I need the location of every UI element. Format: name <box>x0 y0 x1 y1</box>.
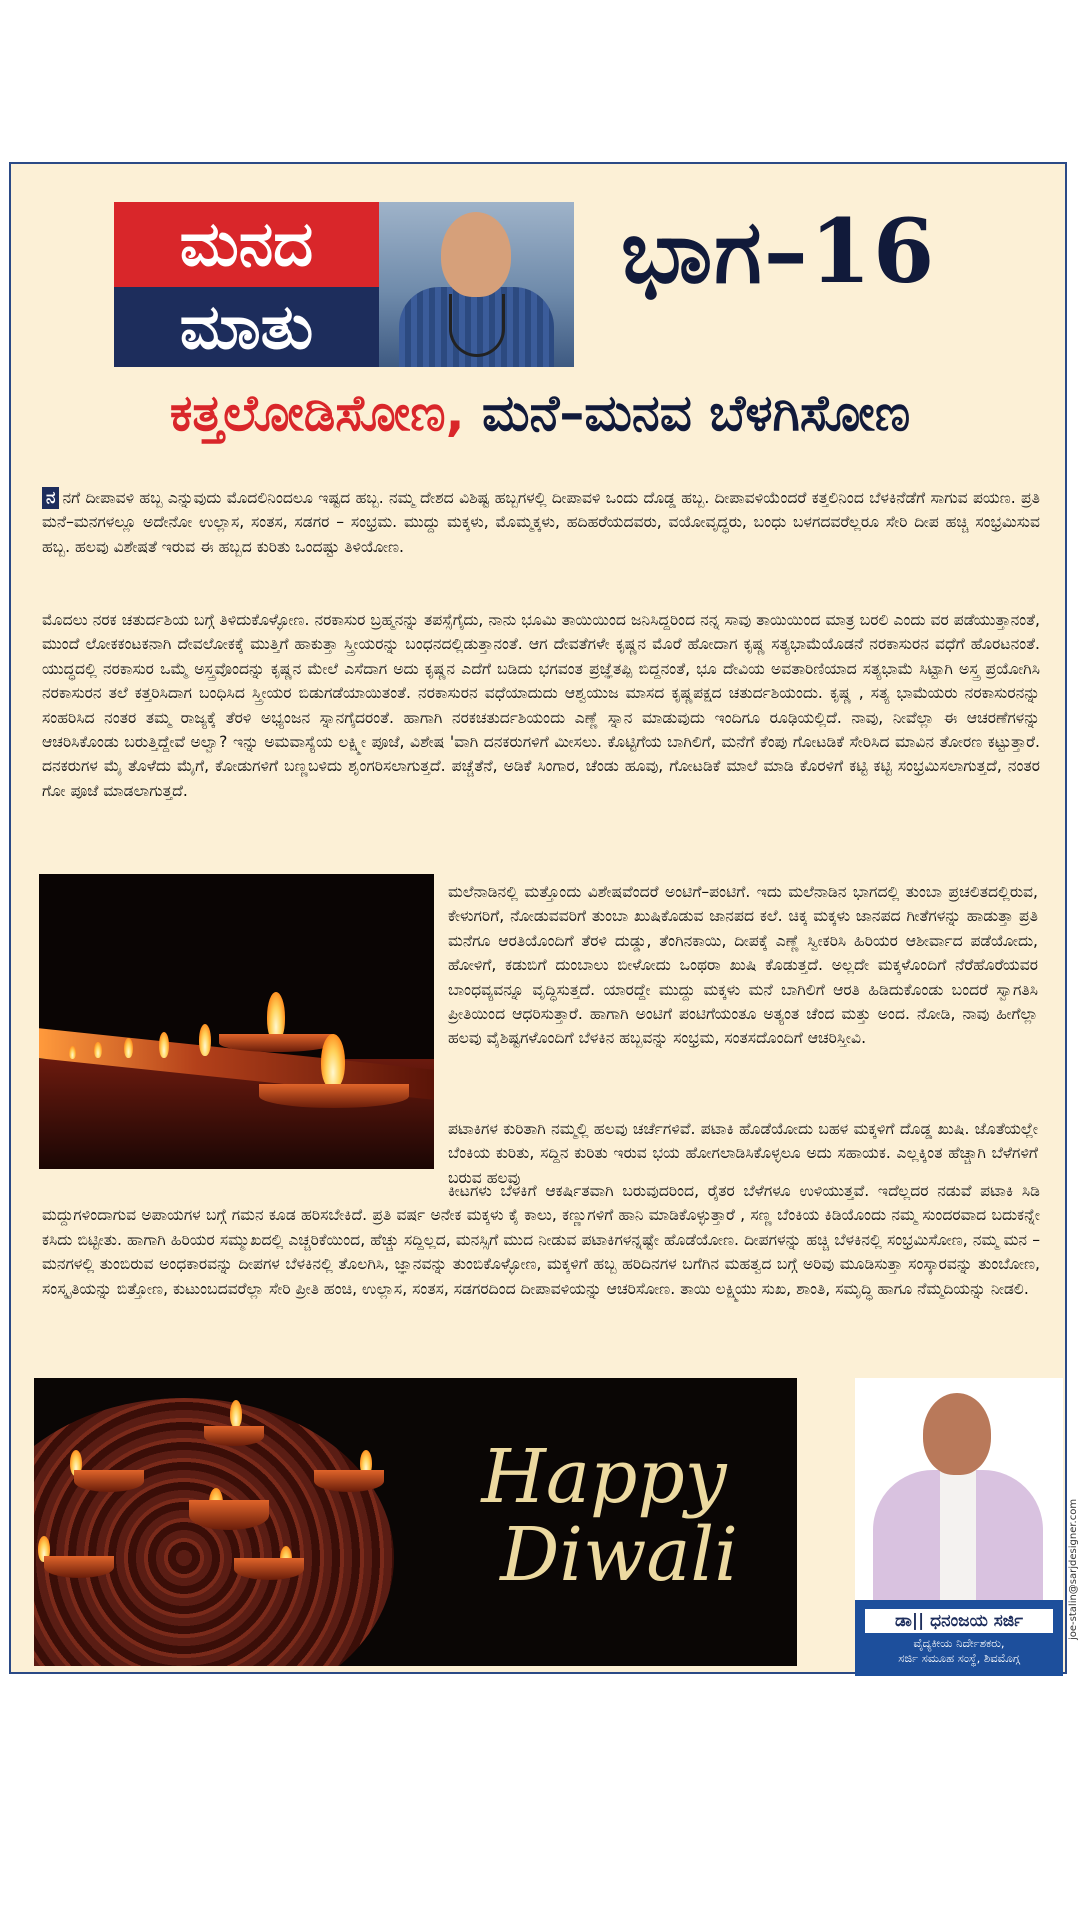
paragraph-3: ಮಲೆನಾಡಿನಲ್ಲಿ ಮತ್ತೊಂದು ವಿಶೇಷವೆಂದರೆ ಅಂಟಿಗೆ–ಪಂಟಿಗೆ. ಇದು ಮಲೆನಾಡಿನ ಭಾಗದಲ್ಲಿ ತುಂಬಾ ಪ್ರಚಲಿತದಲ್ಲಿರುವ, ಕೇಳುಗರಿಗೆ, ನೋಡುವವರಿಗೆ ತುಂಬಾ ಖುಷಿಕೊಡುವ ಜಾನಪದ ಕಲೆ. ಚಿಕ್ಕ ಮಕ್ಕಳು ಜಾನಪದ ಗೀತೆಗಳನ್ನು ಹಾಡುತ್ತಾ ಪ್ರತಿ ಮನೆಗೂ ಆರತಿಯೊಂದಿಗೆ ತೆರಳಿ ದುಡ್ಡು, ತೆಂಗಿನಕಾಯಿ, ದೀಪಕ್ಕೆ ಎಣ್ಣೆ ಸ್ವೀಕರಿಸಿ ಹಿರಿಯರ ಆಶೀರ್ವಾದ ಪಡೆಯೋದು, ಹೋಳಿಗೆ, ಕಡುಬಿಗೆ ದುಂಬಾಲು ಬೀಳೋದು ಒಂಥರಾ ಖುಷಿ ಕೊಡುತ್ತದೆ. ಅಲ್ಲದೇ ಮಕ್ಕಳೊಂದಿಗೆ ನೆರೆಹೊರೆಯವರ ಬಾಂಧವ್ಯವನ್ನೂ ವೃದ್ಧಿಸುತ್ತದೆ. ಯಾರದ್ದೇ ಮುದ್ದು ಮಕ್ಕಳು ಮನೆ ಬಾಗಿಲಿಗೆ ಆರತಿ ಹಿಡಿದುಕೊಂಡು ಬಂದರೆ ಸ್ವಾಗತಿಸಿ ಪ್ರೀತಿಯಿಂದ ಆಧರಿಸುತ್ತಾರೆ. ಹಾಗಾಗಿ ಅಂಟಿಗೆ ಪಂಟಿಗೆಯಂತೂ ಅತ್ಯಂತ ಚೆಂದ ಮತ್ತು ಅಂದ. ನೋಡಿ, ನಾವು ಹೀಗೆಲ್ಲಾ ಹಲವು ವೈಶಿಷ್ಟಗಳೊಂದಿಗೆ ಬೆಳಕಿನ ಹಬ್ಬವನ್ನು ಸಂಭ್ರಮ, ಸಂತಸದೊಂದಿಗೆ ಆಚರಿಸ್ತೀವಿ. <box>448 883 1038 1048</box>
doctor-photo <box>379 202 574 367</box>
headline-red: ಕತ್ತಲೋಡಿಸೋಣ, <box>169 384 465 442</box>
banner-line1: Happy <box>481 1434 727 1520</box>
masthead-blue-block <box>114 287 379 367</box>
diya-row-image <box>39 874 434 1169</box>
paragraph-1-text: ನಗೆ ದೀಪಾವಳಿ ಹಬ್ಬ ಎನ್ನುವುದು ಮೊದಲಿನಿಂದಲೂ ಇಷ್ಟದ ಹಬ್ಬ. ನಮ್ಮ ದೇಶದ ವಿಶಿಷ್ಟ ಹಬ್ಬಗಳಲ್ಲಿ ದೀಪಾವಳಿ ಒಂದು ದೊಡ್ಡ ಹಬ್ಬ. ದೀಪಾವಳಿಯೆಂದರೆ ಕತ್ತಲಿನಿಂದ ಬೆಳಕಿನೆಡೆಗೆ ಸಾಗುವ ಪಯಣ. ಪ್ರತಿ ಮನೆ–ಮನಗಳಲ್ಲೂ ಅದೇನೋ ಉಲ್ಲಾಸ, ಸಂತಸ, ಸಡಗರ – ಸಂಭ್ರಮ. ಮುದ್ದು ಮಕ್ಕಳು, ಮೊಮ್ಮಕ್ಕಳು, ಹದಿಹರೆಯದವರು, ವಯೋವೃದ್ಧರು, ಬಂಧು ಬಳಗದವರೆಲ್ಲರೂ ಸೇರಿ ದೀಪ ಹಚ್ಚಿ ಸಂಭ್ರಮಿಸುವ ಹಬ್ಬ. ಹಲವು ವಿಶೇಷತೆ ಇರುವ ಈ ಹಬ್ಬದ ಕುರಿತು ಒಂದಷ್ಟು ತಿಳಿಯೋಣ. <box>42 489 1040 556</box>
author-role1: ವೈದ್ಯಕೀಯ ನಿರ್ದೇಶಕರು, <box>913 1636 1005 1650</box>
masthead-line2: ಮಾತು <box>179 290 314 363</box>
paragraph-1 <box>42 486 1040 559</box>
masthead-red-block <box>114 202 379 287</box>
headline-dark: ಮನೆ–ಮನವ ಬೆಳಗಿಸೋಣ <box>482 384 911 442</box>
banner-line2: Diwali <box>500 1512 738 1598</box>
paragraph-5: ಕೀಟಗಳು ಬೆಳಕಿಗೆ ಆಕರ್ಷಿತವಾಗಿ ಬರುವುದರಿಂದ, ರೈತರ ಬೆಳೆಗಳೂ ಉಳಿಯುತ್ತವೆ. ಇದೆಲ್ಲದರ ನಡುವೆ ಪಟಾಕಿ ಸಿಡಿ ಮದ್ದುಗಳಿಂದಾಗುವ ಅಪಾಯಗಳ ಬಗ್ಗೆ ಗಮನ ಕೂಡ ಹರಿಸಬೇಕಿದೆ. ಪ್ರತಿ ವರ್ಷ ಅನೇಕ ಮಕ್ಕಳು ಕೈ ಕಾಲು, ಕಣ್ಣುಗಳಿಗೆ ಹಾನಿ ಮಾಡಿಕೊಳ್ಳುತ್ತಾರೆ , ಸಣ್ಣ ಬೆಂಕಿಯ ಕಿಡಿಯೊಂದು ನಮ್ಮ ಸುಂದರವಾದ ಬದುಕನ್ನೇ ಕಸಿದು ಬಿಟ್ಟೀತು. ಹಾಗಾಗಿ ಹಿರಿಯರ ಸಮ್ಮುಖದಲ್ಲಿ ಎಚ್ಚರಿಕೆಯಿಂದ, ಹೆಚ್ಚು ಸದ್ದಿಲ್ಲದ, ಮನಸ್ಸಿಗೆ ಮುದ ನೀಡುವ ಪಟಾಕಿಗಳನ್ನಷ್ಟೇ ಹೊಡೆಯೋಣ. ದೀಪಗಳನ್ನು ಹಚ್ಚಿ ಬೆಳಕಿನಲ್ಲಿ ಸಂಭ್ರಮಿಸೋಣ, ನಮ್ಮ ಮನ – ಮನಗಳಲ್ಲಿ ತುಂಬಿರುವ ಅಂಧಕಾರವನ್ನು ದೀಪಗಳ ಬೆಳಕಿನಲ್ಲಿ ತೊಲಗಿಸಿ, ಜ್ಞಾನವನ್ನು ತುಂಬಿಕೊಳ್ಳೋಣ, ಮಕ್ಕಳಿಗೆ ಹಬ್ಬ ಹರಿದಿನಗಳ ಬಗೆಗಿನ ಮಹತ್ವದ ಬಗ್ಗೆ ಅರಿವು ಮೂಡಿಸುತ್ತಾ ಸಂಸ್ಕಾರವನ್ನು ತುಂಬೋಣ, ಸಂಸ್ಕೃತಿಯನ್ನು ಬಿತ್ತೋಣ, ಕುಟುಂಬದವರೆಲ್ಲಾ ಸೇರಿ ಪ್ರೀತಿ ಹಂಚಿ, ಉಲ್ಲಾಸ, ಸಂತಸ, ಸಡಗರದಿಂದ ದೀಪಾವಳಿಯನ್ನು ಆಚರಿಸೋಣ. ತಾಯಿ ಲಕ್ಷ್ಮಿಯು ಸುಖ, ಶಾಂತಿ, ಸಮೃದ್ಧಿ ಹಾಗೂ ನೆಮ್ಮದಿಯನ್ನು ನೀಡಲಿ. <box>42 1182 1040 1298</box>
paragraph-2: ಮೊದಲು ನರಕ ಚತುರ್ದಶಿಯ ಬಗ್ಗೆ ತಿಳಿದುಕೊಳ್ಳೋಣ. ನರಕಾಸುರ ಬ್ರಹ್ಮನನ್ನು ತಪಸ್ಸೆಗೈದು, ನಾನು ಭೂಮಿ ತಾಯಿಯಿಂದ ಜನಿಸಿದ್ದರಿಂದ ನನ್ನ ಸಾವು ತಾಯಿಯಿಂದ ಮಾತ್ರ ಬರಲಿ ಎಂದು ವರ ಪಡೆಯುತ್ತಾನಂತೆ, ಮುಂದೆ ಲೋಕಕಂಟಕನಾಗಿ ದೇವಲೋಕಕ್ಕೆ ಮುತ್ತಿಗೆ ಹಾಕುತ್ತಾ ಸ್ತ್ರೀಯರನ್ನು ಬಂಧನದಲ್ಲಿಡುತ್ತಾನಂತೆ. ಆಗ ದೇವತೆಗಳೇ ಕೃಷ್ಣನ ಮೊರೆ ಹೋದಾಗ ಕೃಷ್ಣ ಸತ್ಯಭಾಮೆಯೊಡನೆ ನರಕಾಸುರನ ವಧೆಗೆ ಹೊರಟನಂತೆ. ಯುದ್ಧದಲ್ಲಿ ನರಕಾಸುರ ಒಮ್ಮೆ ಅಸ್ತ್ರವೊಂದನ್ನು ಕೃಷ್ಣನ ಮೇಲೆ ಎಸೆದಾಗ ಅದು ಕೃಷ್ಣನ ಎದೆಗೆ ಬಡಿದು ಭಗವಂತ ಪ್ರಜ್ಞೆತಪ್ಪಿ ಬಿದ್ದನಂತೆ, ಭೂ ದೇವಿಯ ಅವತಾರಿಣಿಯಾದ ಸತ್ಯಭಾಮೆ ಸಿಟ್ಟಾಗಿ ಅಸ್ತ್ರ ಪ್ರಯೋಗಿಸಿ ನರಕಾಸುರನ ತಲೆ ಕತ್ತರಿಸಿದಾಗ ಬಂಧಿಸಿದ ಸ್ತ್ರೀಯರ ಬಿಡುಗಡೆಯಾಯಿತಂತೆ. ನರಕಾಸುರನ ವಧೆಯಾದುದು ಆಶ್ವಯುಜ ಮಾಸದ ಕೃಷ್ಣಪಕ್ಷದ ಚತುರ್ದಶಿಯಂದು. ಕೃಷ್ಣ , ಸತ್ಯ ಭಾಮೆಯರು ನರಕಾಸುರನನ್ನು ಸಂಹರಿಸಿದ ನಂತರ ತಮ್ಮ ರಾಜ್ಯಕ್ಕೆ ತೆರಳಿ ಅಭ್ಯಂಜನ ಸ್ನಾನಗೈದರಂತೆ. ಹಾಗಾಗಿ ನರಕಚತುರ್ದಶಿಯಂದು ಎಣ್ಣೆ ಸ್ನಾನ ಮಾಡುವುದು ಇಂದಿಗೂ ರೂಢಿಯಲ್ಲಿದೆ. ನಾವು, ನೀವೆಲ್ಲಾ ಈ ಆಚರಣೆಗಳನ್ನು ಆಚರಿಸಿಕೊಂಡು ಬರುತ್ತಿದ್ದೇವೆ ಅಲ್ವಾ? ಇನ್ನು ಅಮವಾಸ್ಯೆಯ ಲಕ್ಷ್ಮೀ ಪೂಜೆ, ವಿಶೇಷ 'ವಾಗಿ ದನಕರುಗಳಿಗೆ ಮೀಸಲು. ಕೊಟ್ಟಿಗೆಯ ಬಾಗಿಲಿಗೆ, ಮನೆಗೆ ಕೆಂಪು ಗೋಟಡಿಕೆ ಸೇರಿಸಿದ ಮಾವಿನ ತೋರಣ ಕಟ್ಟುತ್ತಾರೆ. ದನಕರುಗಳ ಮೈ ತೊಳೆದು ಮೈಗೆ, ಕೋಡುಗಳಿಗೆ ಬಣ್ಣಬಳಿದು ಶೃಂಗರಿಸಲಾಗುತ್ತದೆ. ಪಚ್ಚೆತೆನೆ, ಅಡಿಕೆ ಸಿಂಗಾರ, ಚೆಂಡು ಹೂವು, ಗೋಟಡಿಕೆ ಮಾಲೆ ಮಾಡಿ ಕೊರಳಿಗೆ ಕಟ್ಟಿ ಕಟ್ಟಿ ಸಂಭ್ರಮಿಸಲಾಗುತ್ತದೆ, ನಂತರ ಗೋ ಪೂಜೆ ಮಾಡಲಾಗುತ್ತದೆ. <box>42 611 1040 800</box>
part-label: ಭಾಗ–16 <box>621 199 937 303</box>
dropcap: ನ <box>42 487 59 509</box>
author-role2: ಸರ್ಜಿ ಸಮೂಹ ಸಂಸ್ಥೆ, ಶಿವಮೊಗ್ಗ <box>898 1651 1020 1665</box>
author-name: ಡಾ|| ಧನಂಜಯ ಸರ್ಜಿ <box>865 1609 1053 1633</box>
headline <box>11 384 1069 443</box>
author-namebox <box>855 1600 1063 1676</box>
happy-diwali-text <box>424 1434 784 1598</box>
paragraph-4: ಪಟಾಕಿಗಳ ಕುರಿತಾಗಿ ನಮ್ಮಲ್ಲಿ ಹಲವು ಚರ್ಚೆಗಳಿವೆ. ಪಟಾಕಿ ಹೊಡೆಯೋದು ಬಹಳ ಮಕ್ಕಳಿಗೆ ದೊಡ್ಡ ಖುಷಿ. ಜೊತೆಯಲ್ಲೇ ಬೆಂಕಿಯ ಕುರಿತು, ಸದ್ದಿನ ಕುರಿತು ಇರುವ ಭಯ ಹೋಗಲಾಡಿಸಿಕೊಳ್ಳಲೂ ಅದು ಸಹಾಯಕ. ಎಲ್ಲಕ್ಕಿಂತ ಹೆಚ್ಚಾಗಿ ಬೆಳೆಗಳಿಗೆ ಬರುವ ಹಲವು <box>448 1120 1038 1187</box>
designer-credit: joe-stalin@sarjdesigner.com <box>1068 1498 1079 1640</box>
masthead-line1: ಮನದ <box>179 207 314 280</box>
masthead <box>114 202 574 367</box>
happy-diwali-banner <box>34 1378 797 1666</box>
author-portrait <box>855 1378 1063 1600</box>
